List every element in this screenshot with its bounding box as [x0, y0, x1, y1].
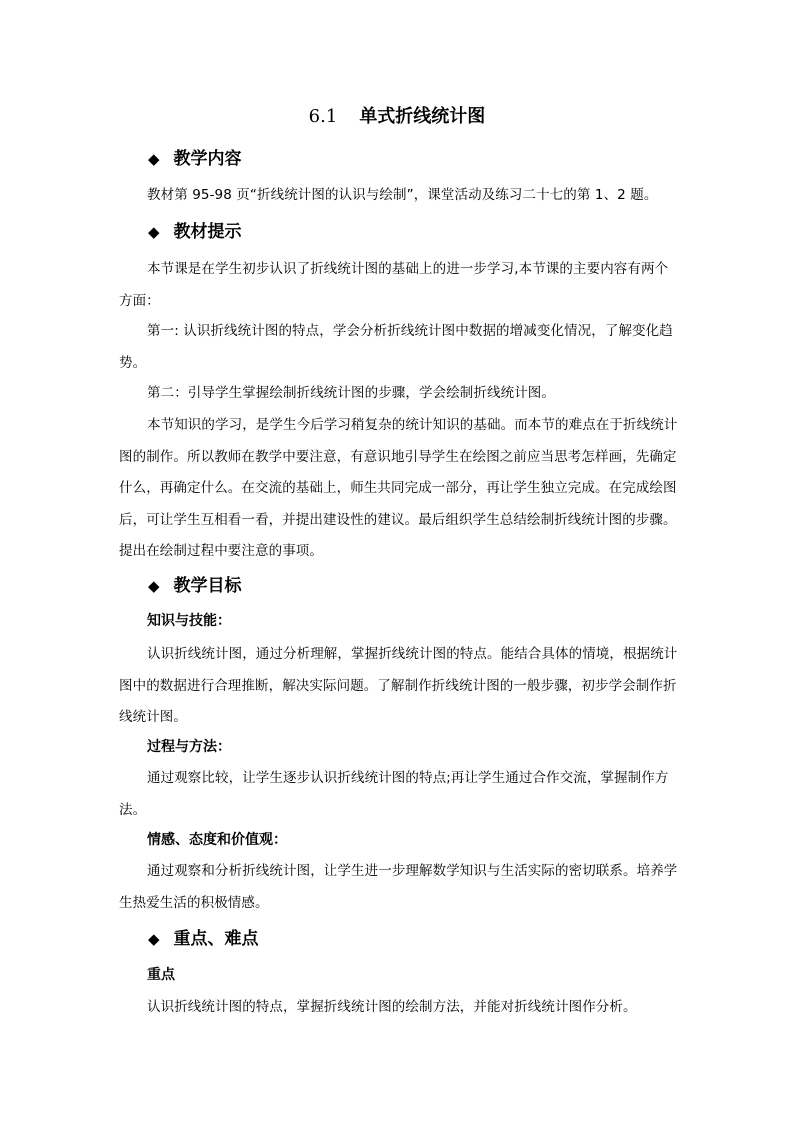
heading-key-difficult-points: ◆ 重点、难点	[148, 926, 259, 952]
heading-teaching-goals: ◆ 教学目标	[148, 573, 242, 599]
heading-textbook-hints: ◆ 教材提示	[148, 219, 242, 245]
hints-paragraph-1: 本节课是在学生初步认识了折线统计图的基础上的进一步学习,本节课的主要内容有两个方面：	[119, 261, 669, 309]
diamond-bullet-icon: ◆	[148, 223, 160, 241]
section-number: 6.1	[308, 106, 338, 127]
hints-paragraph-2: 第一: 认识折线统计图的特点，学会分析折线统计图中数据的增减变化情况，了解变化趋势。	[119, 323, 673, 371]
heading-teaching-content: ◆ 教学内容	[148, 146, 242, 172]
diamond-bullet-icon: ◆	[148, 930, 160, 948]
key-points-label: 重点	[147, 967, 175, 983]
diamond-bullet-icon: ◆	[148, 577, 160, 595]
emotion-values-paragraph: 通过观察和分析折线统计图，让学生进一步理解数学知识与生活实际的密切联系。培养学生热爱生活的积极情感。	[119, 863, 678, 911]
content-paragraph: 教材第 95-98 页“折线统计图的认识与绘制”，课堂活动及练习二十七的第 1、2 题。	[147, 187, 658, 203]
title-text: 单式折线统计图	[359, 106, 486, 127]
process-methods-paragraph: 通过观察比较，让学生逐步认识折线统计图的特点;再让学生通过合作交流，掌握制作方法。	[119, 770, 669, 818]
hints-paragraph-4: 本节知识的学习，是学生今后学习稍复杂的统计知识的基础。而本节的难点在于折线统计图的制作。所以教师在教学中要注意，有意识地引导学生在绘图之前应当思考怎样画，先确定什么，再确定什么。在交流的基础上，师生共同完成一部分，再让学生独立完成。在完成绘图后，可让学生互相看一看，并提出建设性的建议。最后组织学生总结绘制折线统计图的步骤。提出在绘制过程中要注意的事项。	[119, 417, 678, 559]
diamond-bullet-icon: ◆	[148, 150, 160, 168]
page-title	[0, 104, 794, 130]
emotion-values-label: 情感、态度和价值观：	[147, 832, 287, 848]
process-methods-label: 过程与方法：	[147, 739, 231, 755]
key-points-paragraph: 认识折线统计图的特点，掌握折线统计图的绘制方法，并能对折线统计图作分析。	[147, 999, 637, 1015]
hints-paragraph-3: 第二：引导学生掌握绘制折线统计图的步骤，学会绘制折线统计图。	[147, 385, 555, 401]
knowledge-skills-paragraph: 认识折线统计图，通过分析理解，掌握折线统计图的特点。能结合具体的情境，根据统计图中的数据进行合理推断，解决实际问题。了解制作折线统计图的一般步骤，初步学会制作折线统计图。	[119, 646, 678, 725]
knowledge-skills-label: 知识与技能：	[147, 613, 231, 629]
